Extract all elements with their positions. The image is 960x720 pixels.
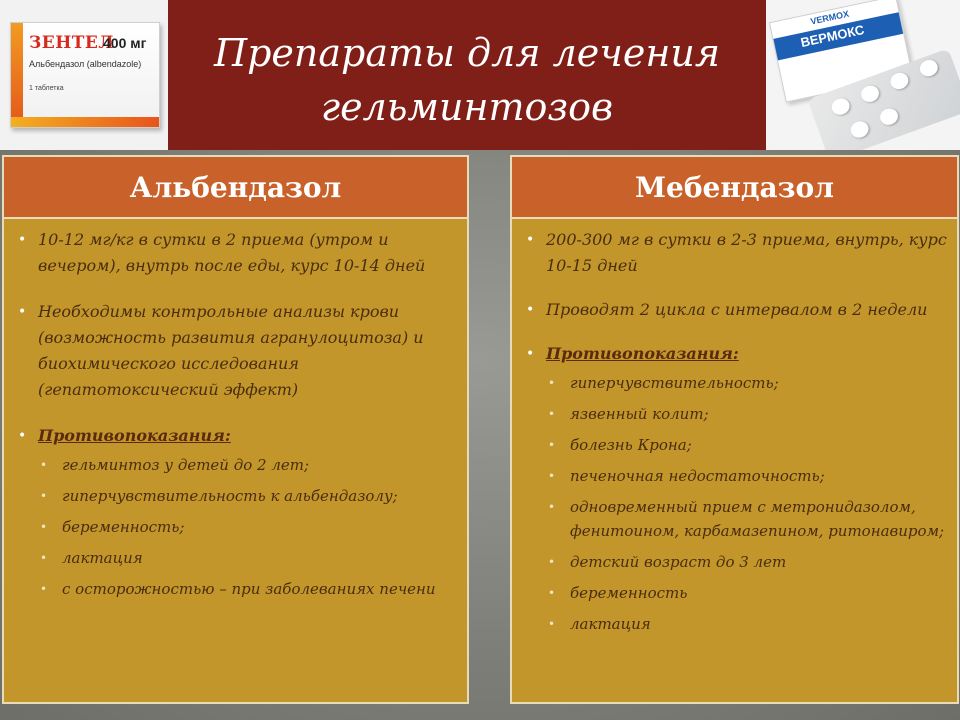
contraindication-item: • лактация bbox=[546, 612, 947, 636]
mebendazole-heading: Мебендазол bbox=[635, 170, 834, 204]
vermox-brand-latin: VERMOX bbox=[809, 8, 850, 27]
pill bbox=[888, 70, 910, 91]
pill bbox=[878, 106, 900, 127]
zentel-count: 1 таблетка bbox=[29, 85, 64, 92]
contraindication-item: • беременность bbox=[546, 581, 947, 605]
box-bottom-stripe bbox=[11, 117, 159, 127]
mebendazole-list bbox=[512, 219, 957, 636]
albendazole-list bbox=[4, 219, 467, 601]
title-line-2: гельминтозов bbox=[320, 85, 614, 129]
albendazole-header bbox=[4, 157, 467, 219]
list-item: • Проводят 2 цикла с интервалом в 2 недели bbox=[526, 297, 947, 323]
contraindication-item: • язвенный колит; bbox=[546, 402, 947, 426]
contraindications-label: Противопоказания: bbox=[546, 344, 739, 363]
mebendazole-panel bbox=[510, 155, 959, 704]
pill bbox=[859, 83, 881, 104]
zentel-brand: ЗЕНТЕЛ bbox=[29, 33, 114, 53]
zentel-box bbox=[10, 22, 160, 128]
contraindications-list bbox=[546, 371, 947, 636]
zentel-package-photo bbox=[0, 0, 168, 150]
title-band bbox=[168, 0, 766, 150]
pill bbox=[829, 96, 851, 117]
pill bbox=[848, 119, 870, 140]
list-item: • 10-12 мг/кг в сутки в 2 приема (утром и вечером), внутрь после еды, курс 10-14 дней bbox=[18, 227, 457, 279]
vermox-brand: ВЕРМОКС bbox=[799, 21, 866, 51]
list-item: • Необходимы контрольные анализы крови (возможность развития агранулоцитоза) и биохимического исследования (гепатотоксический эффект) bbox=[18, 299, 457, 403]
contraindication-item: • гиперчувствительность; bbox=[546, 371, 947, 395]
title-line-1: Препараты для лечения bbox=[213, 31, 721, 75]
contraindication-item: • гельминтоз у детей до 2 лет; bbox=[38, 453, 457, 477]
list-item: • 200-300 мг в сутки в 2-3 приема, внутрь, курс 10-15 дней bbox=[526, 227, 947, 279]
contraindication-item: • гиперчувствительность к альбендазолу; bbox=[38, 484, 457, 508]
contraindications-list bbox=[38, 453, 457, 601]
zentel-subtitle: Альбендазол (albendazole) bbox=[29, 59, 142, 69]
contraindication-item: • детский возраст до 3 лет bbox=[546, 550, 947, 574]
contraindication-item: • одновременный прием с метронидазолом, фенитоином, карбамазепином, ритонавиром; bbox=[546, 495, 947, 543]
slide-title bbox=[168, 26, 766, 134]
mebendazole-header bbox=[512, 157, 957, 219]
contraindications-label: Противопоказания: bbox=[38, 426, 231, 445]
contraindication-item: • лактация bbox=[38, 546, 457, 570]
contraindication-item: • беременность; bbox=[38, 515, 457, 539]
vermox-package-photo bbox=[766, 0, 960, 150]
contraindication-item: • болезнь Крона; bbox=[546, 433, 947, 457]
zentel-dose: 400 мг bbox=[103, 35, 147, 51]
contraindications-item bbox=[526, 341, 947, 636]
contraindications-item bbox=[18, 423, 457, 601]
contraindication-item: • с осторожностью – при заболеваниях печени bbox=[38, 577, 457, 601]
box-stripe bbox=[11, 23, 23, 127]
pill bbox=[918, 58, 940, 79]
albendazole-heading: Альбендазол bbox=[129, 170, 342, 204]
contraindication-item: • печеночная недостаточность; bbox=[546, 464, 947, 488]
albendazole-panel bbox=[2, 155, 469, 704]
